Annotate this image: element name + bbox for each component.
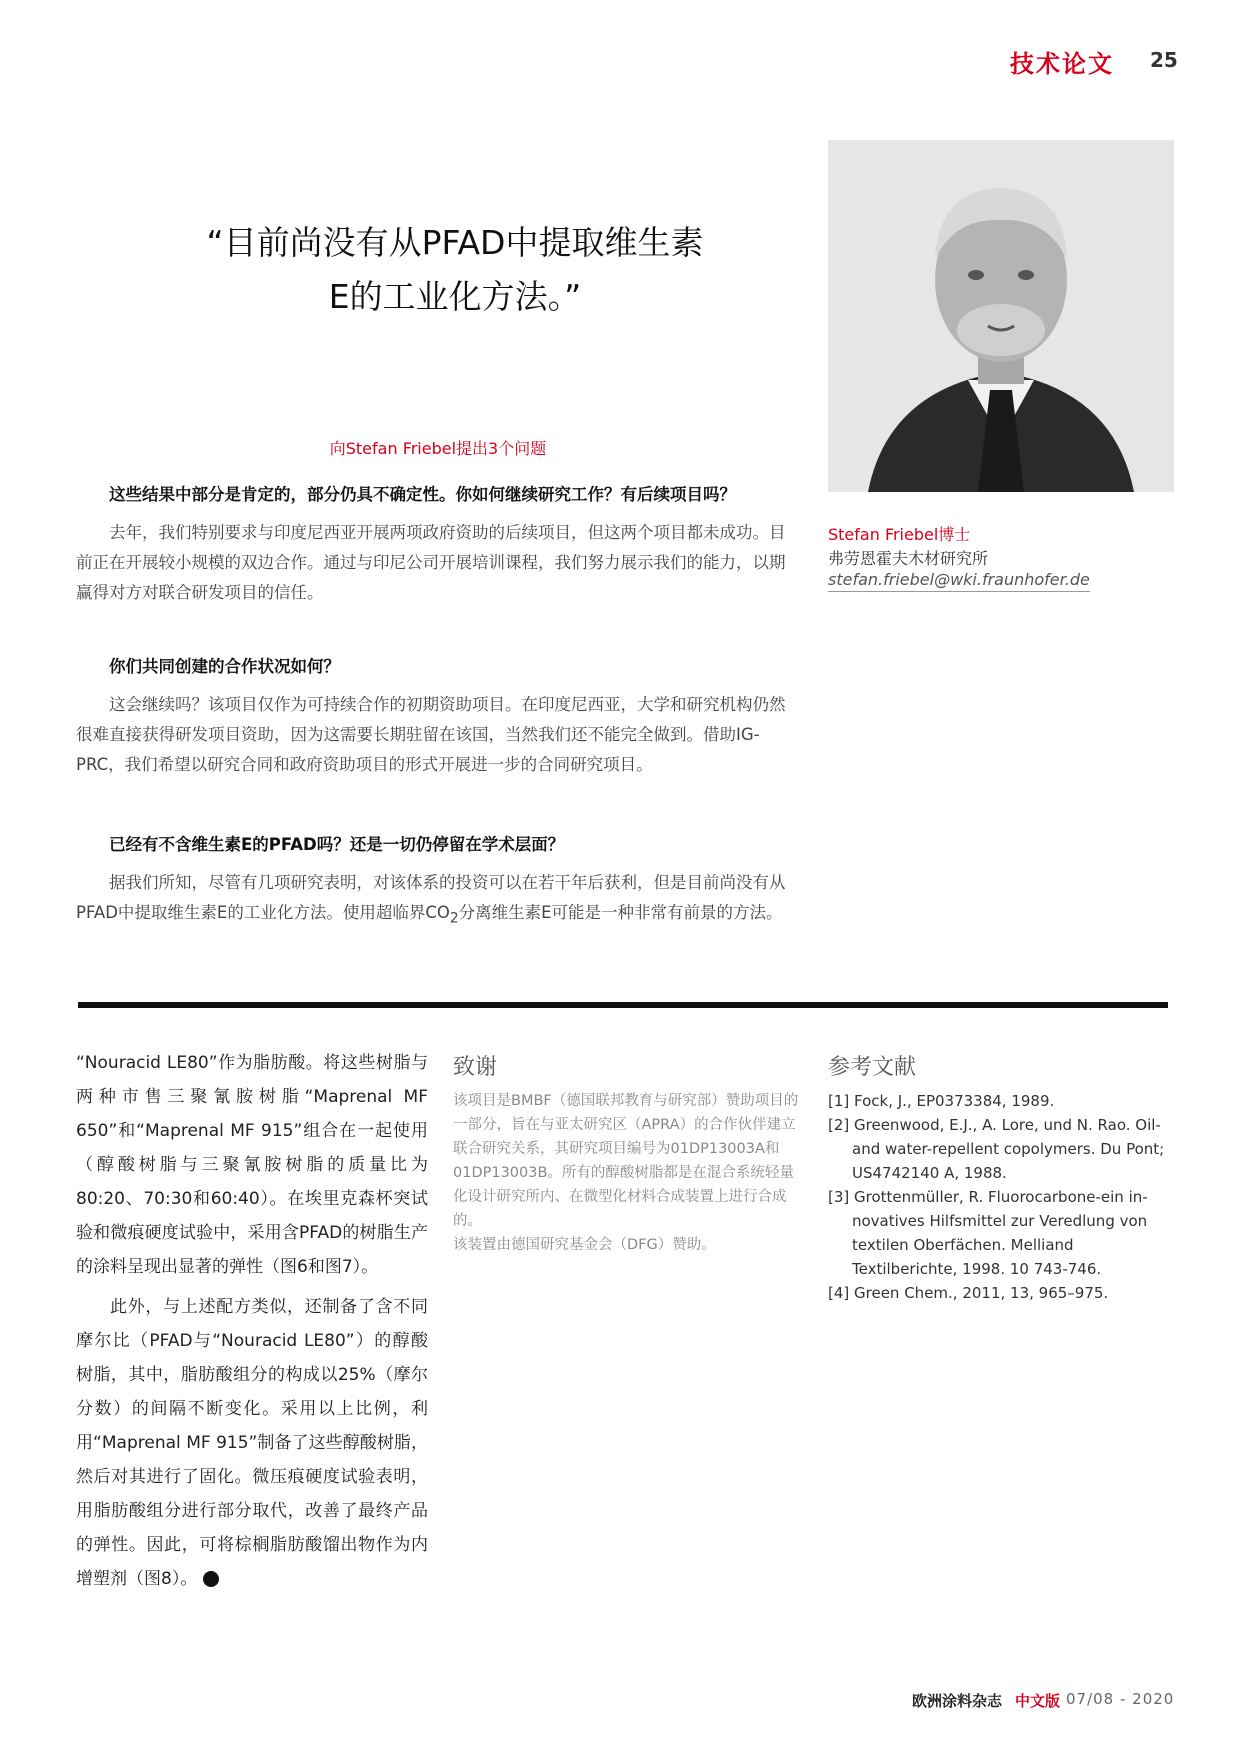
answer-3-part2: 分离维生素E可能是一种非常有前景的方法。 <box>458 903 783 922</box>
pull-quote <box>140 216 770 324</box>
author-email-link[interactable]: stefan.friebel@wki.fraunhofer.de <box>828 570 1090 592</box>
body-paragraph-1: “Nouracid LE80”作为脂肪酸。将这些树脂与两种市售三聚氰胺树脂“Maprenal MF 650”和“Maprenal MF 915”组合在一起使用（醇酸树脂与三聚氰胺树脂的质量比为80:20、70:30和60:40）。在埃里克森杯突试验和微痕硬度试验中，采用含PFAD的树脂生产的涂料呈现出显著的弹性（图6和图7）。 <box>76 1053 428 1277</box>
pull-quote-line2: E的工业化方法。” <box>328 277 582 316</box>
acknowledgements-body: 该项目是BMBF（德国联邦教育与研究部）赞助项目的一部分，旨在与亚太研究区（APRA）的合作伙伴建立联合研究关系，其研究项目编号为01DP13003A和01DP13003B。所有的醇酸树脂都是在混合系统轻量化设计研究所内、在微型化材料合成装置上进行合成的。 <box>453 1093 799 1229</box>
qa-heading: 向Stefan Friebel提出3个问题 <box>329 439 547 458</box>
question-2: 你们共同创建的合作状况如何？ <box>109 657 340 676</box>
portrait-photo <box>828 140 1174 492</box>
footer-edition: 中文版 <box>1015 1692 1061 1710</box>
acknowledgements <box>453 1050 803 1257</box>
footer-magazine: 欧洲涂料杂志 <box>912 1692 1003 1710</box>
question-1: 这些结果中部分是肯定的，部分仍具不确定性。你如何继续研究工作？有后续项目吗？ <box>109 485 736 504</box>
answer-3-part1: 据我们所知，尽管有几项研究表明，对该体系的投资可以在若干年后获利，但是目前尚没有从PFAD中提取维生素E的工业化方法。使用超临界CO <box>76 873 786 922</box>
page-number: 25 <box>1150 48 1178 72</box>
reference-list <box>828 1089 1178 1305</box>
acknowledgements-body-2: 该装置由德国研究基金会（DFG）赞助。 <box>453 1237 716 1253</box>
section-divider <box>78 1002 1168 1008</box>
reference-item: [2] Greenwood, E.J., A. Lore, und N. Rao. Oil- and water-repellent copolymers. Du Pont; US4742140 A, 1988. <box>828 1116 1165 1182</box>
reference-item: [4] Green Chem., 2011, 13, 965–975. <box>828 1284 1109 1302</box>
answer-2: 这会继续吗？该项目仅作为可持续合作的初期资助项目。在印度尼西亚，大学和研究机构仍然很难直接获得研发项目资助，因为这需要长期驻留在该国，当然我们还不能完全做到。借助IG-PRC，我们希望以研究合同和政府资助项目的形式开展进一步的合同研究项目。 <box>76 695 786 774</box>
question-3: 已经有不含维生素E的PFAD吗？还是一切仍停留在学术层面？ <box>109 835 565 854</box>
answer-1: 去年，我们特别要求与印度尼西亚开展两项政府资助的后续项目，但这两个项目都未成功。目前正在开展较小规模的双边合作。通过与印尼公司开展培训课程，我们努力展示我们的能力，以期赢得对方对联合研发项目的信任。 <box>76 523 786 602</box>
qa-block-3 <box>76 830 800 933</box>
body-paragraph-2-text: 此外，与上述配方类似，还制备了含不同摩尔比（PFAD与“Nouracid LE80”）的醇酸树脂，其中，脂肪酸组分的构成以25%（摩尔分数）的间隔不断变化。采用以上比例，利用“Maprenal MF 915”制备了这些醇酸树脂，然后对其进行了固化。微压痕硬度试验表明，用脂肪酸组分进行部分取代，改善了最终产品的弹性。因此，可将棕榈脂肪酸馏出物作为内增塑剂（图8）。 <box>76 1297 428 1589</box>
reference-item: [3] Grottenmüller, R. Fluorocarbone-ein in-novatives Hilfsmittel zur Veredlung von textilen Oberfächen. Melliand Textilberichte, 1998. 10 743-746. <box>828 1188 1148 1278</box>
references-title: 参考文献 <box>828 1055 917 1080</box>
end-of-article-icon: ◀ <box>203 1571 219 1587</box>
answer-3 <box>76 868 800 933</box>
author-name: Stefan Friebel博士 <box>828 525 971 544</box>
footer-date: 07/08 - 2020 <box>1066 1690 1175 1708</box>
qa-block-1 <box>76 480 800 608</box>
acknowledgements-title: 致谢 <box>453 1055 498 1080</box>
section-title: 技术论文 <box>1010 50 1114 78</box>
reference-item: [1] Fock, J., EP0373384, 1989. <box>828 1092 1055 1110</box>
qa-block-2 <box>76 652 800 780</box>
pull-quote-line1: “目前尚没有从PFAD中提取维生素 <box>206 223 704 262</box>
answer-3-subscript: 2 <box>449 910 459 927</box>
body-column-1 <box>76 1046 428 1596</box>
body-paragraph-2 <box>76 1290 428 1596</box>
references <box>828 1050 1178 1305</box>
author-institute: 弗劳恩霍夫木材研究所 <box>828 549 989 568</box>
portrait-illustration <box>828 140 1174 492</box>
